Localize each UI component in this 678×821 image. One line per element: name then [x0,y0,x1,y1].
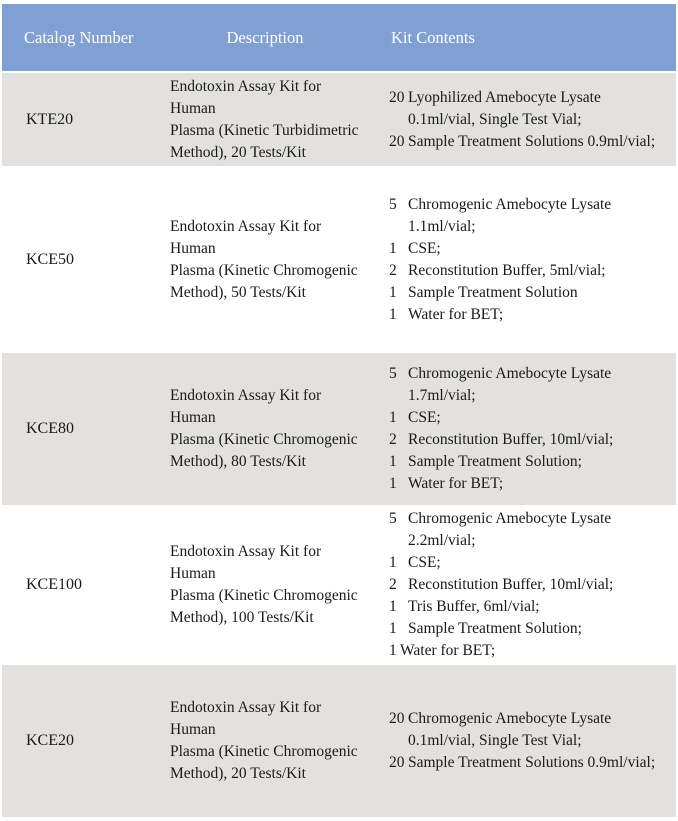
kit-content-line [389,730,676,752]
table-row [2,665,676,817]
kit-content-line [389,708,676,730]
kit-content-line [389,216,676,238]
catalog-number-cell: KCE80 [26,420,74,437]
item-text: Reconstitution Buffer, 5ml/vial; [408,261,606,279]
description-cell [170,505,360,665]
kit-contents-cell [360,166,676,353]
quantity: 20 [389,88,405,106]
kit-content-line [389,530,676,552]
quantity: 5 [389,510,397,527]
item-text: Reconstitution Buffer, 10ml/vial; [408,576,614,593]
kit-content-line [389,618,676,640]
item-text: 0.1ml/vial, Single Test Vial; [408,732,582,749]
item-text: CSE; [408,554,441,571]
quantity: 20 [389,754,405,771]
item-text: Sample Treatment Solution; [408,453,582,470]
column-header-kit-contents: Kit Contents [391,27,475,47]
item-text: Water for BET; [408,305,504,323]
kit-content-line [389,260,676,282]
description-line: Method), 20 Tests/Kit [170,143,306,161]
kit-content-line [389,574,676,596]
item-text: Water for BET; [400,642,496,659]
description-line: Method), 80 Tests/Kit [170,453,306,470]
quantity [389,109,408,131]
kit-contents-cell [360,353,676,505]
item-text: Sample Treatment Solutions 0.9ml/vial; [408,132,656,150]
kit-content-line [389,87,676,109]
kit-content-line [389,429,676,451]
table-row [2,166,676,353]
kit-content-line [389,385,676,407]
item-text: Water for BET; [408,475,504,492]
quantity: 2 [389,261,397,279]
description-line: Plasma (Kinetic Chromogenic [170,587,358,604]
quantity: 1 [389,554,397,571]
quantity: 2 [389,576,397,593]
catalog-number-cell: KCE50 [26,250,74,268]
kit-content-line [389,109,676,131]
description-line: Endotoxin Assay Kit for Human [170,387,322,426]
product-kit-table [2,4,676,817]
kit-content-line [389,451,676,473]
item-text: Sample Treatment Solution [408,283,578,301]
catalog-number-cell: KCE100 [26,576,82,593]
item-text: Sample Treatment Solution; [408,620,582,637]
description-line: Plasma (Kinetic Chromogenic [170,743,358,760]
kit-content-line [389,552,676,574]
description-cell [170,166,360,353]
quantity [389,530,408,552]
table-row [2,353,676,505]
description-line: Endotoxin Assay Kit for Human [170,543,322,582]
kit-content-line [389,752,676,774]
item-text: CSE; [408,239,441,257]
quantity [389,216,408,238]
quantity: 5 [389,365,397,382]
item-text: 2.2ml/vial; [408,532,476,549]
kit-content-line [389,640,676,662]
description-line: Endotoxin Assay Kit for Human [170,217,322,257]
description-line: Plasma (Kinetic Turbidimetric [170,121,359,139]
quantity: 5 [389,195,397,213]
item-text: Reconstitution Buffer, 10ml/vial; [408,431,614,448]
quantity: 1 [389,598,397,615]
kit-content-line [389,363,676,385]
item-text: Chromogenic Amebocyte Lysate [408,510,612,527]
kit-content-line [389,194,676,216]
kit-content-line [389,238,676,260]
quantity: 1 [389,239,397,257]
quantity: 1 [389,642,397,659]
quantity [389,385,408,407]
item-text: 1.7ml/vial; [408,387,476,404]
kit-content-line [389,596,676,618]
kit-content-line [389,131,676,153]
column-header-description: Description [226,27,304,47]
description-line: Method), 100 Tests/Kit [170,609,314,626]
quantity: 1 [389,475,397,492]
column-header-catalog-number: Catalog Number [24,27,134,47]
quantity [389,730,408,752]
quantity: 20 [389,710,405,727]
kit-content-line [389,282,676,304]
table-header-row [2,4,676,71]
item-text: 0.1ml/vial, Single Test Vial; [408,110,582,128]
item-text: 1.1ml/vial; [408,217,476,235]
table-body [2,73,676,817]
description-line: Method), 50 Tests/Kit [170,283,306,301]
table-row [2,505,676,665]
item-text: CSE; [408,409,441,426]
item-text: Lyophilized Amebocyte Lysate [408,88,601,106]
quantity: 1 [389,305,397,323]
kit-content-line [389,473,676,495]
description-cell [170,665,360,817]
quantity: 20 [389,132,405,150]
description-cell [170,73,360,166]
description-line: Plasma (Kinetic Chromogenic [170,431,358,448]
quantity: 1 [389,283,397,301]
quantity: 1 [389,409,397,426]
quantity: 1 [389,620,397,637]
description-line: Plasma (Kinetic Chromogenic [170,261,358,279]
kit-content-line [389,304,676,326]
description-line: Endotoxin Assay Kit for Human [170,699,322,738]
description-line: Endotoxin Assay Kit for Human [170,77,322,117]
kit-content-line [389,407,676,429]
table-row [2,73,676,166]
kit-contents-cell [360,505,676,665]
quantity: 2 [389,431,397,448]
item-text: Chromogenic Amebocyte Lysate [408,710,612,727]
quantity: 1 [389,453,397,470]
item-text: Chromogenic Amebocyte Lysate [408,365,612,382]
kit-contents-cell [360,73,676,166]
description-line: Method), 20 Tests/Kit [170,765,306,782]
kit-content-line [389,508,676,530]
item-text: Tris Buffer, 6ml/vial; [408,598,540,615]
item-text: Sample Treatment Solutions 0.9ml/vial; [408,754,656,771]
catalog-number-cell: KTE20 [26,110,74,128]
catalog-number-cell: KCE20 [26,732,74,749]
item-text: Chromogenic Amebocyte Lysate [408,195,612,213]
description-cell [170,353,360,505]
kit-contents-cell [360,665,676,817]
